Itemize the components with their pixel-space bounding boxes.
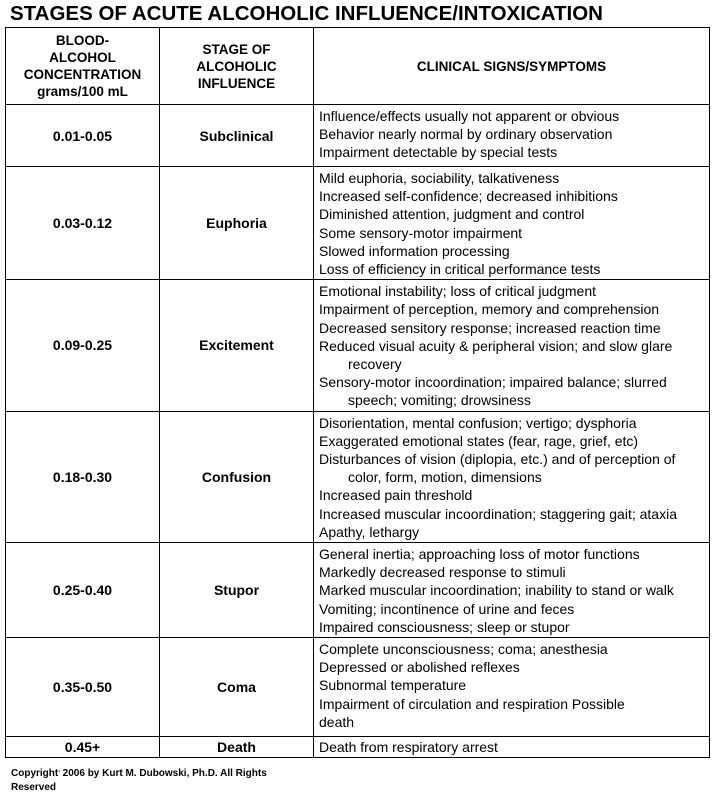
symptom-item: Death from respiratory arrest — [319, 738, 498, 755]
header-concentration-line: CONCENTRATION — [23, 67, 142, 82]
copyright-text: 2006 by Kurt M. Dubowski, Ph.D. All Rights Reserved — [11, 768, 267, 793]
page-title: STAGES OF ACUTE ALCOHOLIC INFLUENCE/INTOXICATION — [10, 2, 603, 25]
header-concentration-line: BLOOD- — [55, 33, 110, 48]
signs-cell — [314, 105, 710, 167]
signs-cell — [314, 167, 710, 280]
table-header-row — [6, 28, 710, 105]
header-stage-line: INFLUENCE — [197, 75, 276, 91]
stage-cell: Excitement — [160, 280, 314, 411]
stage-cell: Coma — [160, 638, 314, 737]
symptom-item: General inertia; approaching loss of motor functions — [319, 546, 640, 563]
copyright-mark: ’ — [58, 771, 60, 777]
symptom-item: Emotional instability; loss of critical judgment — [319, 283, 597, 300]
symptom-item: Influence/effects usually not apparent or obvious — [319, 108, 620, 124]
table-row — [6, 280, 710, 411]
table-row — [6, 411, 710, 542]
symptom-item: Vomiting; incontinence of urine and feces — [319, 600, 575, 617]
symptom-item: Increased muscular incoordination; staggering gait; ataxia — [319, 505, 677, 522]
symptom-item: Some sensory-motor impairment — [319, 224, 523, 241]
stage-cell: Confusion — [160, 411, 314, 542]
symptom-item: Impairment of perception, memory and comprehension — [319, 301, 660, 318]
stage-cell: Subclinical — [160, 105, 314, 167]
symptom-item: Loss of efficiency in critical performance tests — [319, 261, 601, 278]
concentration-cell: 0.35-0.50 — [6, 638, 160, 737]
concentration-cell: 0.09-0.25 — [6, 280, 160, 411]
stage-cell: Stupor — [160, 543, 314, 638]
signs-cell — [314, 638, 710, 737]
symptom-item: Mild euphoria, sociability, talkativeness — [319, 170, 560, 186]
stage-cell: Death — [160, 737, 314, 758]
symptom-item: Impairment detectable by special tests — [319, 144, 558, 161]
symptom-item: Marked muscular incoordination; inability to stand or walk — [319, 582, 674, 599]
concentration-cell: 0.01-0.05 — [6, 105, 160, 167]
table-row — [6, 737, 710, 758]
table-row — [6, 543, 710, 638]
signs-cell — [314, 543, 710, 638]
signs-cell — [314, 737, 710, 758]
header-concentration — [6, 28, 160, 105]
table-row — [6, 105, 710, 167]
symptom-item: Markedly decreased response to stimuli — [319, 564, 566, 581]
concentration-cell: 0.18-0.30 — [6, 411, 160, 542]
symptom-item: Decreased sensitory response; increased reaction time — [319, 319, 661, 336]
symptom-item: Impairment of circulation and respiration Possible death — [319, 695, 625, 730]
header-signs: CLINICAL SIGNS/SYMPTOMS — [314, 28, 710, 105]
symptom-item: Disturbances of vision (diplopia, etc.) and of perception of color, form, motion, dimensions — [319, 451, 676, 486]
signs-cell — [314, 411, 710, 542]
symptom-item: Exaggerated emotional states (fear, rage, grief, etc) — [319, 432, 639, 449]
symptom-item: Sensory-motor incoordination; impaired balance; slurred speech; vomiting; drowsiness — [319, 374, 667, 409]
copyright-footer — [11, 767, 311, 795]
header-stage-line: STAGE OF — [202, 41, 271, 57]
intoxication-stages-table — [5, 27, 710, 758]
header-concentration-line: grams/100 mL — [37, 84, 128, 99]
signs-cell — [314, 280, 710, 411]
symptom-item: Diminished attention, judgment and control — [319, 206, 585, 223]
concentration-cell: 0.03-0.12 — [6, 167, 160, 280]
header-stage-line: ALCOHOLIC — [196, 58, 277, 74]
symptom-item: Complete unconsciousness; coma; anesthesia — [319, 641, 608, 658]
header-concentration-line: ALCOHOL — [49, 50, 116, 65]
concentration-cell: 0.25-0.40 — [6, 543, 160, 638]
symptom-item: Apathy, lethargy — [319, 523, 420, 540]
header-stage — [160, 28, 314, 105]
symptom-item: Behavior nearly normal by ordinary observation — [319, 126, 613, 143]
symptom-item: Increased pain threshold — [319, 487, 473, 504]
concentration-cell: 0.45+ — [6, 737, 160, 758]
symptom-item: Impaired consciousness; sleep or stupor — [319, 618, 570, 635]
copyright-label: Copyright — [11, 768, 59, 779]
symptom-item: Reduced visual acuity & peripheral vision; and slow glare recovery — [319, 337, 673, 373]
symptom-item: Depressed or abolished reflexes — [319, 659, 520, 676]
symptom-item: Increased self-confidence; decreased inhibitions — [319, 188, 618, 205]
symptom-item: Slowed information processing — [319, 242, 510, 259]
table-row — [6, 167, 710, 280]
table-row — [6, 638, 710, 737]
symptom-item: Subnormal temperature — [319, 677, 467, 694]
symptom-item: Disorientation, mental confusion; vertigo; dysphoria — [319, 414, 637, 431]
stage-cell: Euphoria — [160, 167, 314, 280]
